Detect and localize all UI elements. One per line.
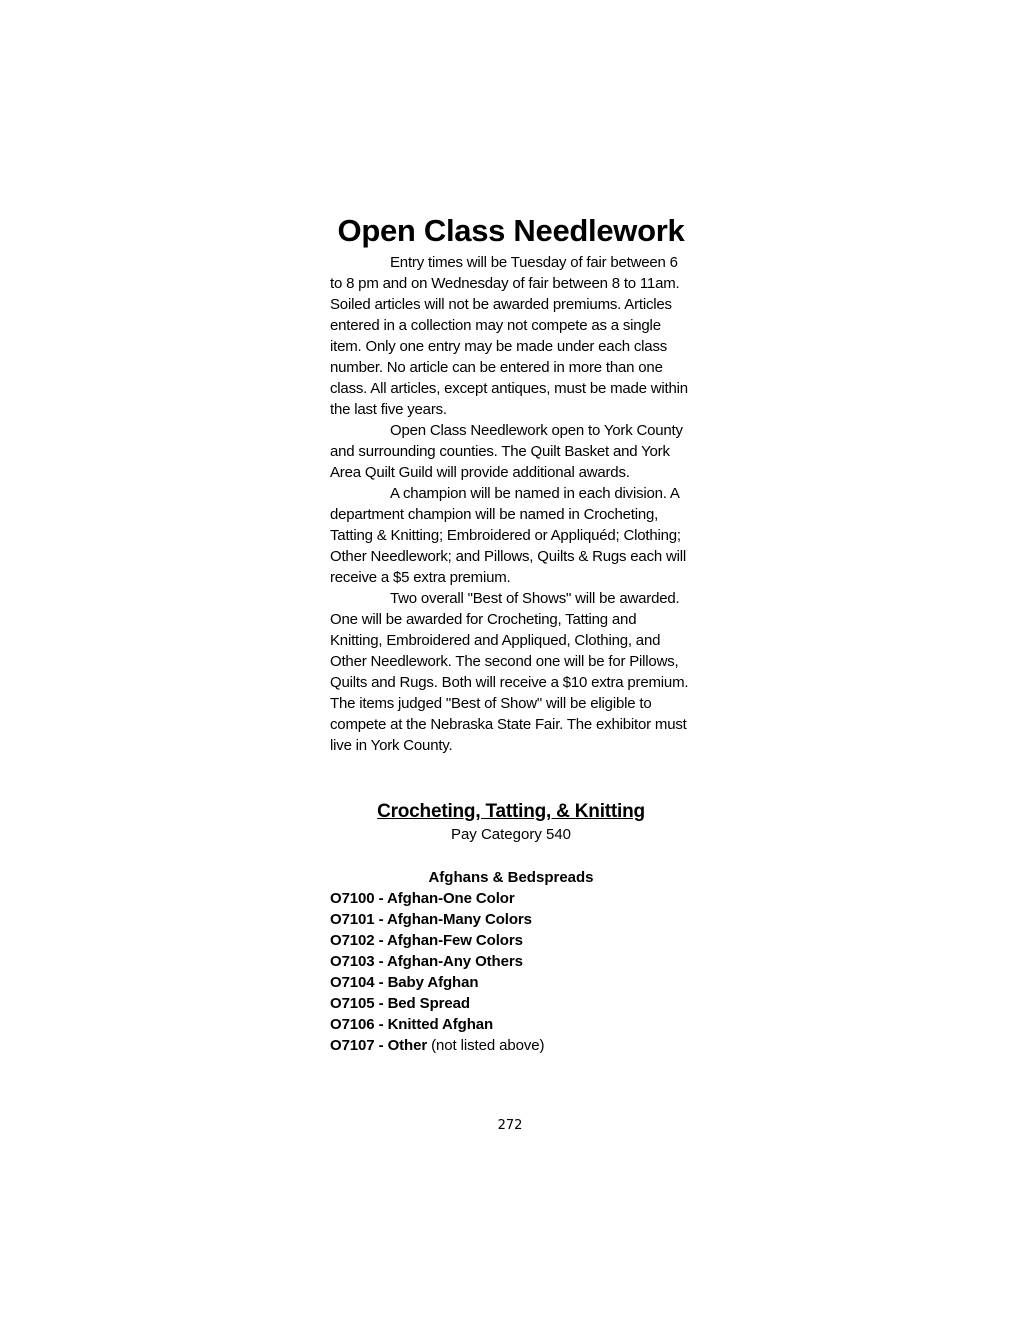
page-number: 272: [497, 1118, 523, 1133]
page-title: Open Class Needlework: [337, 213, 685, 248]
class-item: [330, 993, 692, 1014]
subsection-heading: Afghans & Bedspreads: [428, 869, 594, 886]
class-label: O7105 - Bed Spread: [330, 995, 470, 1012]
class-list: [330, 888, 692, 1056]
content-column: [330, 210, 692, 1056]
class-item: [330, 888, 692, 909]
class-item: [330, 951, 692, 972]
intro-paragraph-entry-times: Entry times will be Tuesday of fair between 6 to 8 pm and on Wednesday of fair between 8 to 11am. Soiled articles will not be awarded premiums. Articles entered in a collection may not compete as a single item. Only one entry may be made under each class number. No article can be entered in more than one class. All articles, except antiques, must be made within the last five years.: [330, 254, 688, 418]
class-item: [330, 1014, 692, 1035]
class-item: [330, 930, 692, 951]
subsection-spacer: [330, 845, 692, 867]
class-item: [330, 972, 692, 993]
section-spacer: [330, 756, 692, 799]
class-label: O7101 - Afghan-Many Colors: [330, 911, 532, 928]
class-label: O7106 - Knitted Afghan: [330, 1016, 494, 1033]
class-label: O7107 - Other: [330, 1037, 428, 1054]
class-label: O7103 - Afghan-Any Others: [330, 953, 523, 970]
intro-paragraph-best-of-show: Two overall "Best of Shows" will be awarded. One will be awarded for Crocheting, Tatting and Knitting, Embroidered and Appliqued, Clothing, and Other Needlework. The second one will be for Pillows, Quilts and Rugs. Both will receive a $10 extra premium. The items judged "Best of Show" will be eligible to compete at the Nebraska State Fair. The exhibitor must live in York County.: [330, 590, 689, 754]
class-note: (not listed above): [427, 1037, 545, 1054]
class-item: [330, 909, 692, 930]
pay-category: Pay Category 540: [450, 826, 572, 843]
class-label: O7104 - Baby Afghan: [330, 974, 479, 991]
intro-paragraph-eligibility: Open Class Needlework open to York County and surrounding counties. The Quilt Basket and York Area Quilt Guild will provide additional awards.: [330, 422, 683, 481]
class-item: [330, 1035, 692, 1056]
intro-paragraph-champions: A champion will be named in each division. A department champion will be named in Crocheting, Tatting & Knitting; Embroidered or Appliquéd; Clothing; Other Needlework; and Pillows, Quilts & Rugs each will receive a $5 extra premium.: [330, 485, 687, 586]
section-heading: Crocheting, Tatting, & Knitting: [377, 801, 645, 822]
class-label: O7100 - Afghan-One Color: [330, 890, 515, 907]
class-label: O7102 - Afghan-Few Colors: [330, 932, 523, 949]
